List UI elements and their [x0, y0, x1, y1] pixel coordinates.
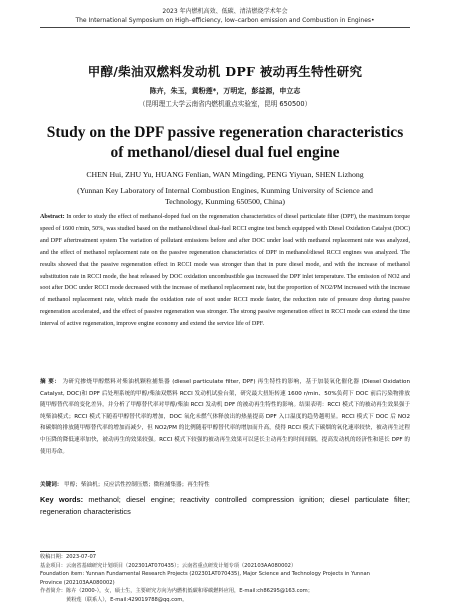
keywords-label-en: Key words:: [40, 495, 84, 504]
header-divider: [40, 27, 410, 28]
footnotes: [40, 553, 420, 605]
abstract-text-cn: 为研究掺烧甲醇燃料对柴油机颗粒捕集器 (diesel particulate filter, DPF) 再生特性的影响，基于加装氧化催化器 (Diesel Oxidation Catalyst, DOC)和 DPF 后处理系统的甲醇/柴油双燃料 RCCI 发动机试验台架，研究最大扭矩转速 1600 r/min、50%负荷下 DOC 前后污染物排放随甲醇替代率的变化差异，并分析了甲醇替代率对甲醇/柴油 RCCI 发动机 DPF 的被动再生特性的影响。结果表明：RCCI 模式下的被动再生效果强于纯柴油模式；RCCI 模式下随着甲醇替代率的增加，DOC 氧化未燃气体释放出的热量提高 DPF 入口温度的趋势越明显。RCCI 模式下 DOC 后 NO2 和碳烟的排放随甲醇替代率的增加而减少，但 NO2/PM 的比例随着甲醇替代率的增加而升高，使得 RCCI 模式下碳烟的氧化速率较快，被动再生过程中压降的降低速率加快，被动再生的效果较强。RCCI 模式下较强的被动再生效果可以延长主动再生的时间间隔，提高发动机的经济性和延长 DPF 的使用寿命。: [40, 379, 411, 455]
fund-item-en-line2: Province (202103AA080002): [40, 579, 115, 586]
affiliation-en: (Yunnan Key Laboratory of Internal Combustion Engines, Kunming University of Science and Technology, Kunming 650500, China): [77, 186, 373, 206]
received-date: 收稿日期：2023-07-07: [40, 554, 97, 560]
fund-item-cn: 基金项目：云南省基础研究计划项目（202301AT070435）；云南省重点研发计划专项（202103AA080002）: [40, 562, 297, 569]
abstract-text-en: In order to study the effect of methanol-doped fuel on the regeneration characteristics of diesel particulate filter (DPF), the maximum torque speed of 1600 r/min, 50%, was studied based on the methanol/diesel dual-fuel RCCI engine test bench equipped with Diesel Oxidation Catalyst (DOC) and DPF aftertreatment system The variation of pollutant emissions before and after DOC under load with methanol replacement rate was analyzed, and the effect of methanol replacement rate on the passive regeneration characteristics of DPF in methanol/diesel RCCI engines was analyzed. The results showed that the passive regeneration effect in RCCI mode was stronger than that in pure diesel mode, and with the increase of methanol substitution rate in RCCI mode, the heat released by DOC oxidation uncombustible gas increased the DPF inlet temperature. The emission of NO2 and soot after DOC under RCCI mode decreased with the increase of methanol replacement rate, but the proportion of NO2/PM increased with the increase of methanol replacement rate, which made the oxidation rate of soot under RCCI mode faster, the reduction rate of pressure drop during passive regeneration accelerated, and the effect of passive regeneration was stronger. The strong passive regeneration effect in RCCI mode can extend the time interval of active regeneration, improve engine economy and extend the service life of DPF.: [40, 214, 410, 328]
author-list-cn: 陈卉，朱玉，黄粉莲*，万明定，彭益源，申立志: [149, 87, 301, 95]
author-bio: 作者简介：陈卉（2000-），女，硕士生，主要研究方向为内燃机低碳和零碳燃料应用，E-mail:ch86295@163.com；: [40, 588, 313, 595]
keywords-text-en: methanol; diesel engine; reactivity controlled compression ignition; diesel particulate filter; regeneration characteristics: [40, 495, 410, 516]
conference-name-en: The International Symposium on High–efficiency, low–carbon emission and Combustion in Engines•: [75, 17, 375, 24]
author-list-en: CHEN Hui, ZHU Yu, HUANG Fenlian, WAN Mingding, PENG Yiyuan, SHEN Lizhong: [86, 170, 364, 179]
abstract-label-en: Abstract:: [40, 214, 65, 220]
fund-item-en-line1: Foundation item: Yunnan Fundamental Research Projects (202301AT070435), Major Science and Technology Projects in Yunnan: [40, 571, 370, 578]
keywords-text-cn: 甲醇；柴油机；反应活性控制压燃；微粒捕集器；再生特性: [64, 482, 210, 488]
keywords-en: [40, 494, 410, 517]
footnote-divider: [40, 551, 95, 552]
corresponding-author: 黄粉莲（联系人），E-mail:429019788@qq.com。: [66, 596, 188, 603]
keywords-cn: [40, 480, 410, 490]
affiliation-cn: （昆明理工大学云南省内燃机重点实验室，昆明 650500）: [138, 100, 312, 108]
conference-name-cn: 2023 年内燃机高效、低碳、清洁燃烧学术年会: [162, 8, 288, 15]
keywords-label-cn: 关键词：: [40, 482, 63, 488]
abstract-en: [40, 212, 410, 331]
paper-title-cn: 甲醇/柴油双燃料发动机 DPF 被动再生特性研究: [87, 64, 363, 79]
abstract-label-cn: 摘 要：: [40, 379, 61, 385]
abstract-cn: [40, 377, 410, 458]
paper-title-en: Study on the DPF passive regeneration characteristics of methanol/diesel dual fuel engine: [46, 124, 404, 161]
running-header: [0, 7, 450, 25]
